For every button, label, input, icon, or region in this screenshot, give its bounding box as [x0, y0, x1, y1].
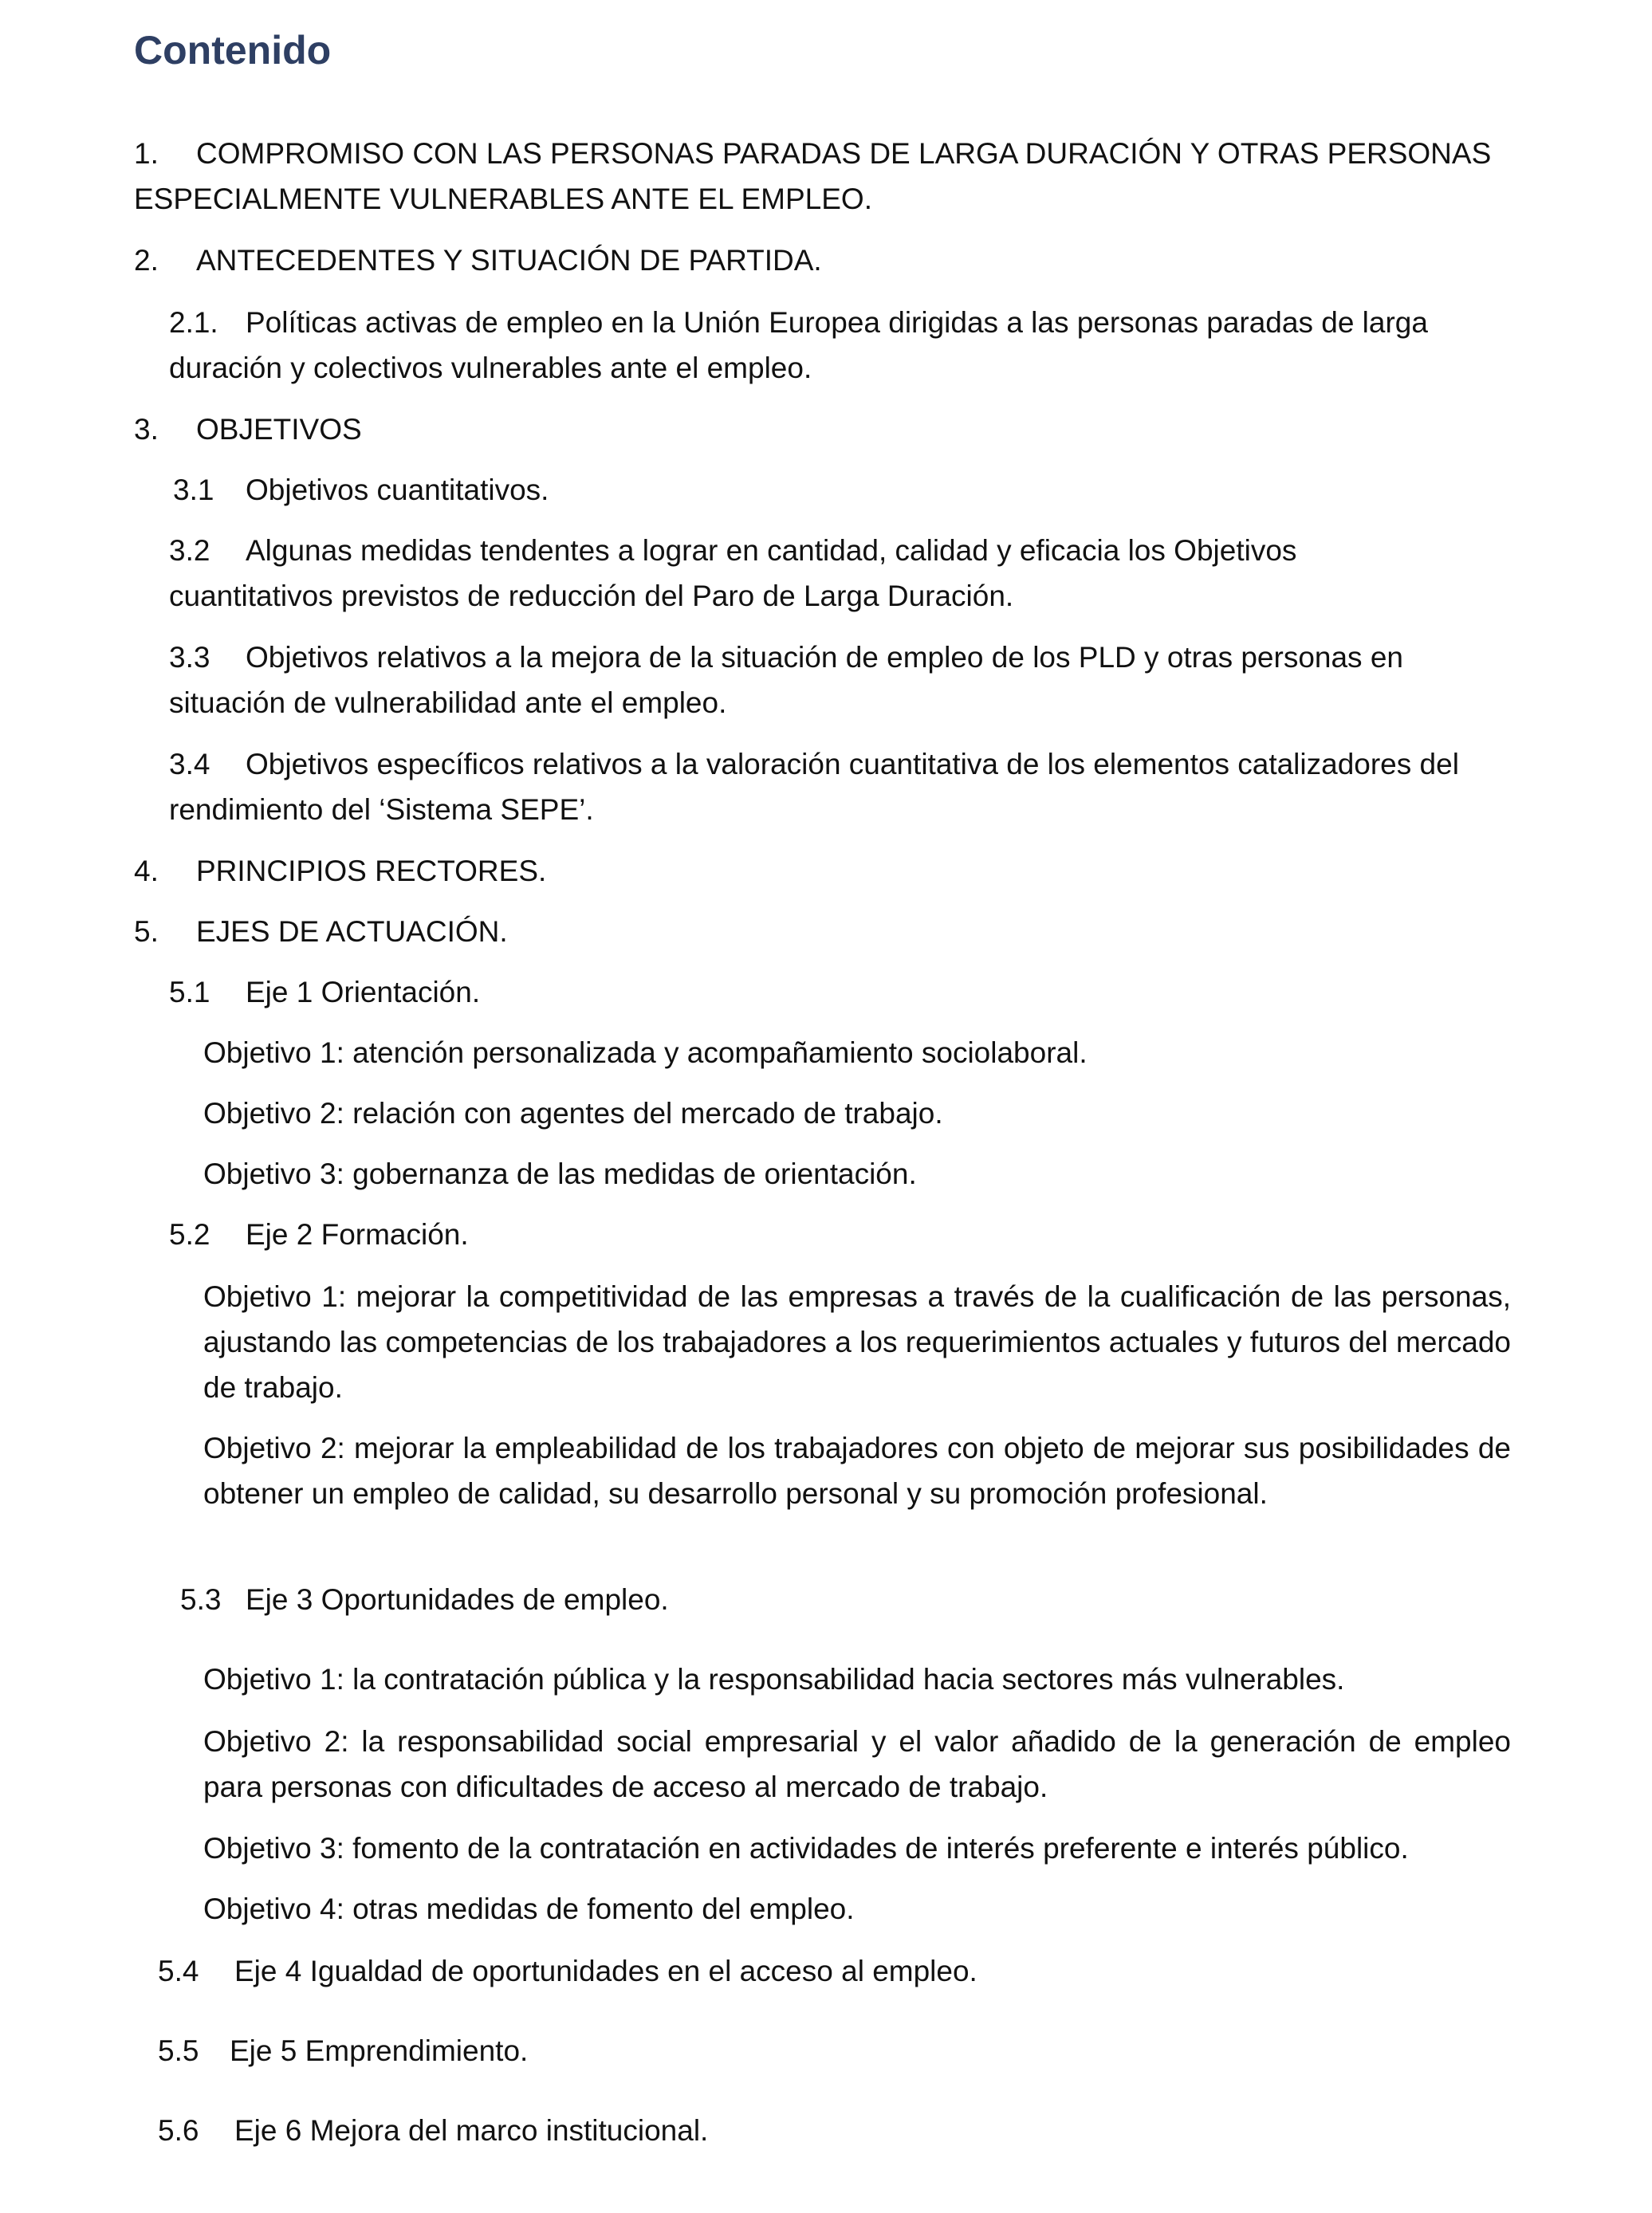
toc-entry-number: 4.: [134, 855, 159, 887]
toc-entry-number: 3.1: [173, 474, 214, 506]
toc-entry-number: 5.: [134, 915, 159, 948]
toc-entry-label: Objetivos cuantitativos.: [246, 474, 549, 506]
toc-entry-label: COMPROMISO CON LAS PERSONAS PARADAS DE LARGA DURACIÓN Y OTRAS PERSONAS ESPECIALMENTE VULNERABLES ANTE EL EMPLEO.: [134, 137, 1492, 215]
toc-entry-label: Objetivos relativos a la mejora de la situación de empleo de los PLD y otras personas en situación de vulnerabilidad ante el empleo.: [169, 641, 1403, 719]
toc-entry-label: EJES DE ACTUACIÓN.: [196, 915, 508, 948]
toc-entry-label: OBJETIVOS: [196, 413, 362, 446]
toc-entry-label: Algunas medidas tendentes a lograr en cantidad, calidad y eficacia los Objetivos cuantitativos previstos de reducción del Paro de Larga Duración.: [169, 534, 1297, 612]
toc-entry-3-1[interactable]: [173, 467, 1512, 513]
toc-entry-label: Eje 6 Mejora del marco institucional.: [234, 2114, 709, 2147]
toc-entry-number: 1.: [134, 137, 159, 170]
toc-entry-5-4[interactable]: [158, 1948, 1513, 1994]
toc-title: Contenido: [134, 28, 332, 73]
toc-entry-number: 2.: [134, 244, 159, 277]
toc-entry-5-2[interactable]: [169, 1212, 1508, 1257]
toc-entry-5-3[interactable]: [180, 1577, 1520, 1622]
toc-entry-4[interactable]: [134, 848, 1521, 894]
toc-entry-label: ANTECEDENTES Y SITUACIÓN DE PARTIDA.: [196, 244, 822, 277]
toc-entry-number: 3.2: [169, 534, 210, 567]
toc-objective[interactable]: Objetivo 4: otras medidas de fomento del empleo.: [203, 1893, 855, 1925]
toc-entry-number: 5.1: [169, 976, 210, 1008]
toc-entry-label: Políticas activas de empleo en la Unión Europea dirigidas a las personas paradas de larga duración y colectivos vulnerables ante el empleo.: [169, 306, 1428, 384]
toc-entry-5-6[interactable]: [158, 2108, 1513, 2153]
toc-objective[interactable]: Objetivo 1: mejorar la competitividad de las empresas a través de la cualificación de las personas, ajustando las competencias de los trabajadores a los requerimientos actuales y futuros del mercado de trabajo.: [203, 1280, 1511, 1404]
toc-entry-label: Eje 1 Orientación.: [246, 976, 481, 1008]
toc-entry-number: 5.6: [158, 2114, 199, 2147]
toc-entry-2[interactable]: [134, 238, 1521, 283]
toc-entry-2-1[interactable]: [169, 300, 1508, 391]
toc-objective[interactable]: Objetivo 2: mejorar la empleabilidad de los trabajadores con objeto de mejorar sus posibilidades de obtener un empleo de calidad, su desarrollo personal y su promoción profesional.: [203, 1432, 1511, 1510]
toc-entry-5[interactable]: [134, 909, 1521, 954]
toc-entry-number: 5.4: [158, 1955, 199, 1987]
toc-entry-label: Eje 5 Emprendimiento.: [230, 2034, 529, 2067]
toc-entry-5-1[interactable]: [169, 969, 1508, 1015]
toc-entry-3-2[interactable]: [169, 528, 1445, 619]
toc-entry-label: Eje 4 Igualdad de oportunidades en el acceso al empleo.: [234, 1955, 977, 1987]
toc-entry-3[interactable]: [134, 407, 1521, 452]
toc-objective[interactable]: Objetivo 3: fomento de la contratación en actividades de interés preferente e interés público.: [203, 1832, 1409, 1865]
toc-entry-number: 3.: [134, 413, 159, 446]
toc-entry-label: Eje 3 Oportunidades de empleo.: [246, 1583, 669, 1616]
toc-entry-label: Eje 2 Formación.: [246, 1218, 469, 1251]
toc-entry-number: 3.4: [169, 748, 210, 780]
toc-entry-5-5[interactable]: [158, 2028, 1513, 2073]
toc-entry-number: 5.5: [158, 2034, 199, 2067]
toc-objective[interactable]: Objetivo 1: la contratación pública y la responsabilidad hacia sectores más vulnerables.: [203, 1663, 1345, 1696]
toc-entry-number: 3.3: [169, 641, 210, 674]
toc-entry-number: 2.1.: [169, 306, 218, 339]
toc-objective[interactable]: Objetivo 2: relación con agentes del mercado de trabajo.: [203, 1097, 943, 1130]
toc-entry-3-4[interactable]: [169, 741, 1508, 832]
toc-entry-1[interactable]: [134, 131, 1521, 222]
toc-entry-3-3[interactable]: [169, 635, 1508, 725]
toc-objective[interactable]: Objetivo 2: la responsabilidad social empresarial y el valor añadido de la generación de empleo para personas con dificultades de acceso al mercado de trabajo.: [203, 1725, 1511, 1803]
toc-entry-number: 5.2: [169, 1218, 210, 1251]
toc-entry-number: 5.3: [180, 1583, 222, 1616]
toc-entry-label: PRINCIPIOS RECTORES.: [196, 855, 547, 887]
toc-objective[interactable]: Objetivo 1: atención personalizada y acompañamiento sociolaboral.: [203, 1036, 1088, 1069]
toc-entry-label: Objetivos específicos relativos a la valoración cuantitativa de los elementos catalizadores del rendimiento del ‘Sistema SEPE’.: [169, 748, 1459, 826]
toc-objective[interactable]: Objetivo 3: gobernanza de las medidas de orientación.: [203, 1158, 917, 1190]
